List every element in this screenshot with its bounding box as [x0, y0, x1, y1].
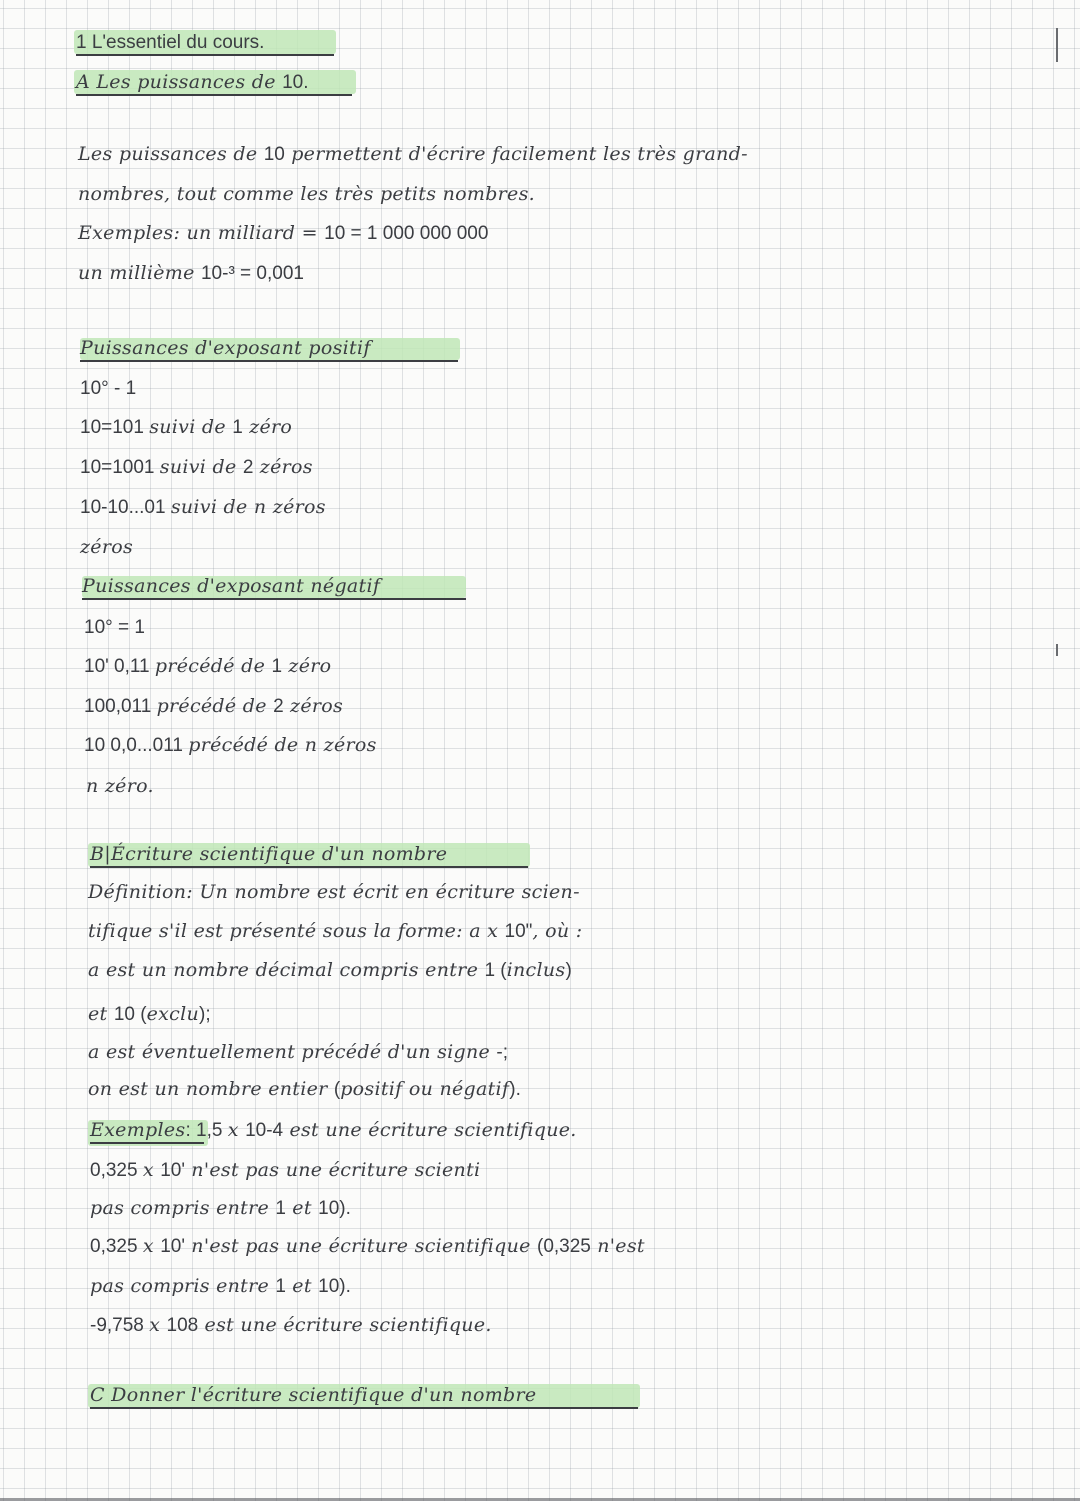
positive-row-2-num: 10=101 [80, 417, 150, 438]
positive-row-4-num: 10-10...01 [80, 497, 171, 518]
intro-example1-num: 10 = 1 000 000 000 [324, 223, 489, 244]
negative-row-3-text2: zéros [283, 695, 344, 717]
section1-title-text: 1 L'essentiel du cours. [76, 32, 265, 53]
negative-row-5-text: n zéro. [86, 775, 154, 797]
positive-row-3 [80, 455, 313, 480]
sectionB-def-2-num: 10" [504, 921, 533, 942]
sectionB-def-5 [88, 1040, 508, 1065]
sectionA-title-num: 10. [282, 72, 309, 93]
sectionB-example-4-power: 10' [160, 1236, 185, 1257]
sectionB-example-4-x: x [142, 1235, 161, 1257]
negative-row-5 [86, 774, 154, 798]
sectionB-def-5-num: -; [496, 1042, 509, 1063]
sectionB-example-5 [90, 1274, 351, 1299]
intro-line1 [78, 142, 748, 167]
sectionC-underline [90, 1407, 638, 1409]
sectionB-def-2-a: tifique s'il est présenté sous la forme: a x [88, 920, 505, 942]
sectionB-def-4 [88, 1002, 211, 1027]
positive-row-2-text2: zéro [242, 416, 293, 438]
negative-title-text: Puissances d'exposant négatif [82, 575, 381, 597]
sectionB-example-2-x: x [142, 1159, 161, 1181]
sectionB-title-text: B|Écriture scientifique d'un nombre [90, 843, 448, 865]
sectionB-example-6-x: x [149, 1314, 167, 1336]
sectionB-example-2-num: 0,325 [90, 1160, 143, 1181]
intro-line2-text: nombres, tout comme les très petits nombres. [78, 183, 535, 205]
section1-underline [76, 54, 334, 56]
negative-row-2-num2: 1 [271, 656, 283, 677]
sectionB-def-6 [88, 1077, 521, 1102]
sectionB-def-6-a: on est un nombre entier [88, 1078, 334, 1100]
negative-row-1 [84, 615, 145, 640]
negative-row-3-text: précédé de [156, 695, 274, 717]
sectionB-example-4-text: n'est pas une écriture scientifique [184, 1235, 537, 1257]
positive-row-3-num: 10=1001 [80, 457, 160, 478]
negative-row-2-text: précédé de [154, 655, 272, 677]
negative-title [82, 574, 380, 598]
sectionB-def-6-paren-close: ). [509, 1079, 521, 1100]
negative-row-2-num: 10' 0,11 [84, 656, 155, 677]
sectionB-example-1-num: : 1,5 [185, 1120, 228, 1141]
sectionB-def-3-a: a est un nombre décimal compris entre [88, 959, 485, 981]
sectionB-example-3-a: pas compris entre [90, 1197, 276, 1219]
sectionB-def-2 [88, 919, 582, 944]
sectionB-def-4-num: 10 ( [113, 1004, 147, 1025]
sectionB-example-3-num2: 10). [318, 1198, 351, 1219]
sectionB-example-3-b: et [285, 1197, 319, 1219]
positive-row-4 [80, 495, 326, 520]
sectionB-example-1 [90, 1118, 577, 1143]
intro-line1-num: 10 [263, 144, 285, 165]
positive-row-5-text: zéros [80, 536, 134, 558]
intro-example2-text: un millième [78, 262, 201, 284]
sectionB-title [90, 842, 447, 866]
intro-example2 [78, 261, 304, 286]
section1-title [76, 30, 264, 55]
sectionB-example-4-num: 0,325 [90, 1236, 143, 1257]
sectionB-def-4-b: exclu [146, 1003, 199, 1025]
sectionA-title-text: A Les puissances de [76, 71, 283, 93]
sectionA-title [76, 70, 309, 95]
sectionB-def-3-c: ) [565, 960, 572, 981]
intro-line2 [78, 182, 535, 206]
sectionB-example-5-b: et [285, 1275, 319, 1297]
sectionB-example-6-text: est une écriture scientifique. [198, 1314, 492, 1336]
sectionB-example-4-c: n'est [590, 1235, 645, 1257]
binder-mark-top [1056, 28, 1058, 62]
sectionB-def-3-b: inclus [506, 959, 566, 981]
sectionC-title-text: C Donner l'écriture scientifique d'un nombre [90, 1384, 537, 1406]
intro-example1 [78, 221, 488, 246]
positive-row-3-num2: 2 [242, 457, 254, 478]
sectionB-example-5-a: pas compris entre [90, 1275, 276, 1297]
sectionB-example-3 [90, 1196, 351, 1221]
positive-title [80, 336, 371, 360]
positive-title-text: Puissances d'exposant positif [80, 337, 371, 359]
sectionA-underline [76, 94, 352, 96]
positive-underline [80, 360, 458, 362]
sectionB-example-4-num3: (0,325 [537, 1236, 591, 1257]
sectionB-example-1-power: 10-4 [245, 1120, 284, 1141]
positive-row-3-text2: zéros [253, 456, 313, 478]
positive-row-2-text: suivi de [149, 416, 233, 438]
sectionC-title [90, 1383, 536, 1407]
intro-example2-num: 10-³ = 0,001 [200, 263, 304, 284]
sectionB-def-6-paren-open: ( [333, 1079, 341, 1100]
sectionB-def-3 [88, 958, 572, 983]
positive-row-2 [80, 415, 292, 440]
negative-row-3 [84, 694, 343, 719]
negative-row-4-num: 10 0,0...011 [84, 735, 189, 756]
positive-row-3-text: suivi de [159, 456, 243, 478]
sectionB-def-3-num: 1 ( [484, 960, 507, 981]
sectionB-example-2-text: n'est pas une écriture scienti [184, 1159, 481, 1181]
sectionB-example-2 [90, 1158, 480, 1183]
sectionB-examples-underline [90, 1142, 204, 1144]
negative-row-2-text2: zéro [282, 655, 332, 677]
sectionB-example-5-num: 1 [275, 1276, 286, 1297]
negative-row-1-num: 10° = 1 [84, 617, 145, 638]
sectionB-example-5-num2: 10). [318, 1276, 351, 1297]
sectionB-def-1 [88, 880, 580, 904]
positive-row-1 [80, 376, 136, 401]
negative-row-3-num: 100,011 [84, 696, 157, 717]
negative-underline [82, 598, 466, 600]
sectionB-example-6 [90, 1313, 492, 1338]
positive-row-5 [80, 535, 133, 559]
sectionB-def-1-text: Définition: Un nombre est écrit en écriture scien- [88, 881, 580, 903]
sectionB-example-6-power: 108 [166, 1315, 199, 1336]
sectionB-def-4-c: ); [199, 1004, 211, 1025]
sectionB-example-6-num: -9,758 [90, 1315, 150, 1336]
sectionB-def-6-b: positif ou négatif [340, 1078, 510, 1100]
negative-row-4 [84, 733, 377, 758]
sectionB-example-4 [90, 1234, 645, 1259]
positive-row-2-num2: 1 [232, 417, 243, 438]
positive-row-4-text: suivi de n zéros [170, 496, 326, 518]
binder-mark-mid [1056, 644, 1058, 656]
sectionB-def-4-a: et [88, 1003, 114, 1025]
sectionB-example-3-num: 1 [275, 1198, 286, 1219]
intro-line1-b: permettent d'écrire facilement les très grand- [284, 143, 748, 165]
negative-row-4-text: précédé de n zéros [188, 734, 377, 756]
sectionB-underline [90, 866, 528, 868]
intro-example1-text: Exemples: un milliard = [78, 222, 325, 244]
positive-row-1-num: 10° - 1 [80, 378, 137, 399]
sectionB-example-2-power: 10' [160, 1160, 185, 1181]
intro-line1-a: Les puissances de [78, 143, 264, 165]
sectionB-examples-label: Exemples [90, 1119, 186, 1141]
negative-row-2 [84, 654, 331, 679]
sectionB-example-1-x: x [227, 1119, 246, 1141]
negative-row-3-num2: 2 [273, 696, 284, 717]
sectionB-def-2-b: , où : [532, 920, 583, 942]
sectionB-def-5-a: a est éventuellement précédé d'un signe [88, 1041, 497, 1063]
sectionB-example-1-text: est une écriture scientifique. [283, 1119, 577, 1141]
